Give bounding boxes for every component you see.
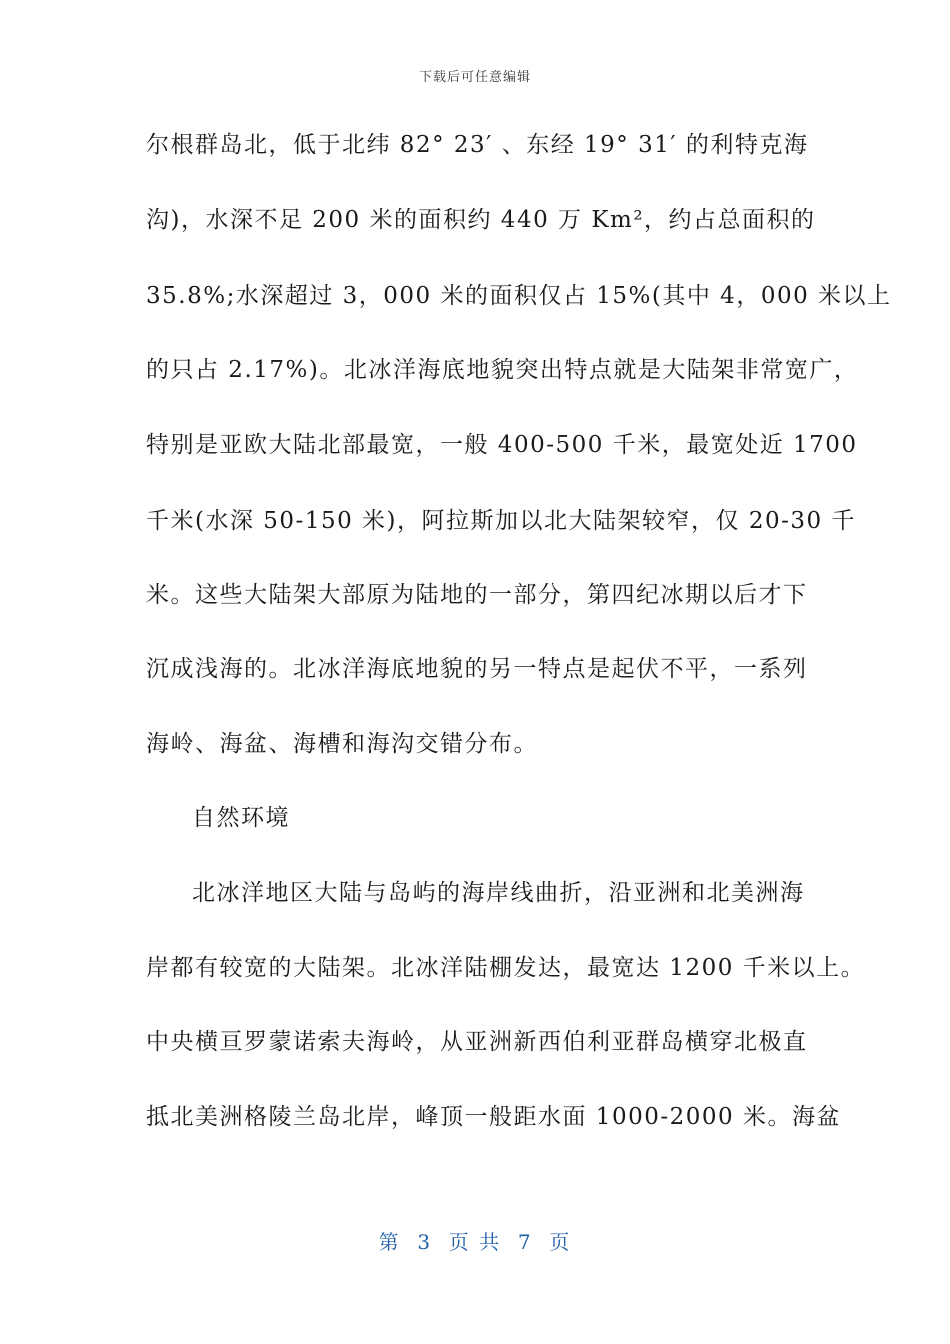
- body-line: 沉成浅海的。北冰洋海底地貌的另一特点是起伏不平，一系列: [146, 656, 808, 682]
- page-footer: 第 3 页 共 7 页: [378, 1230, 572, 1254]
- body-line: 米。这些大陆架大部原为陆地的一部分，第四纪冰期以后才下: [146, 582, 808, 608]
- body-line: 特别是亚欧大陆北部最宽，一般 400-500 千米，最宽处近 1700: [146, 432, 858, 458]
- body-line: 北冰洋地区大陆与岛屿的海岸线曲折，沿亚洲和北美洲海: [192, 880, 805, 906]
- page-header: 下载后可任意编辑: [418, 70, 531, 85]
- body-line: 海岭、海盆、海槽和海沟交错分布。: [146, 731, 538, 757]
- body-line: 35.8%;水深超过 3，000 米的面积仅占 15%(其中 4，000 米以上: [146, 283, 892, 309]
- body-line: 抵北美洲格陵兰岛北岸，峰顶一般距水面 1000-2000 米。海盆: [146, 1104, 841, 1130]
- body-line: 中央横亘罗蒙诺索夫海岭，从亚洲新西伯利亚群岛横穿北极直: [146, 1029, 808, 1055]
- body-line: 的只占 2.17%)。北冰洋海底地貌突出特点就是大陆架非常宽广，: [146, 357, 859, 383]
- section-title: 自然环境: [192, 805, 290, 831]
- body-line: 岸都有较宽的大陆架。北冰洋陆棚发达，最宽达 1200 千米以上。: [146, 955, 866, 981]
- body-line: 千米(水深 50-150 米)，阿拉斯加以北大陆架较窄，仅 20-30 千: [146, 508, 856, 534]
- body-line: 尔根群岛北，低于北纬 82° 23′ 、东经 19° 31′ 的利特克海: [146, 132, 809, 158]
- body-line: 沟)，水深不足 200 米的面积约 440 万 Km²，约占总面积的: [146, 207, 816, 233]
